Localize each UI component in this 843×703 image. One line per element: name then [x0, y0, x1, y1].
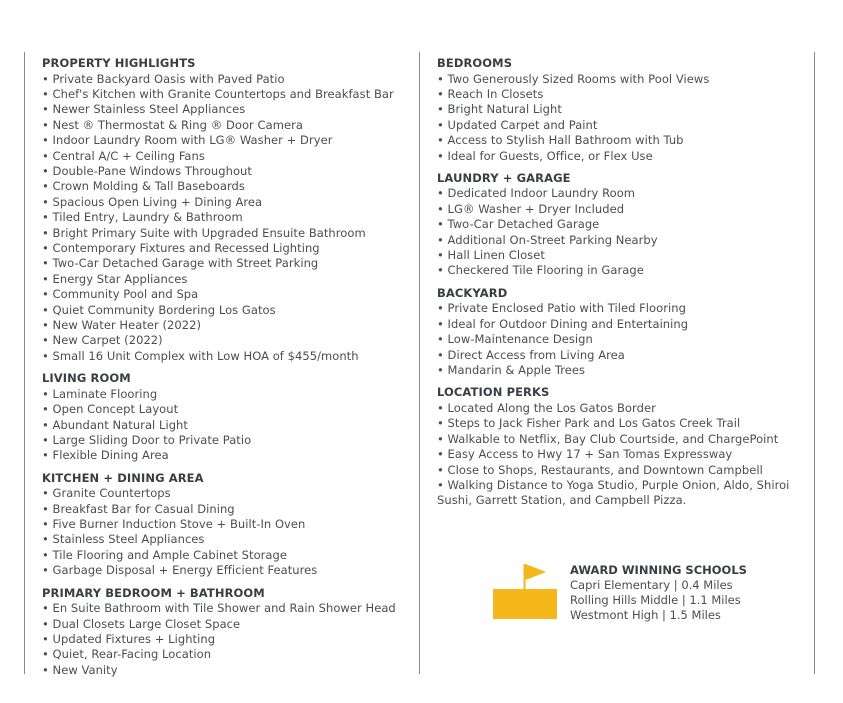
list-item: • Bright Primary Suite with Upgraded Ensuite Bathroom — [42, 225, 366, 240]
section-heading: PRIMARY BEDROOM + BATHROOM — [42, 585, 265, 600]
list-item: • Walking Distance to Yoga Studio, Purple Onion, Aldo, Shiroi Sushi, Garrett Station, and Campbell Pizza. — [437, 477, 790, 508]
section-location-perks — [437, 385, 797, 508]
list-item: • Two-Car Detached Garage — [437, 217, 600, 232]
list-item: • Checkered Tile Flooring in Garage — [437, 263, 644, 278]
list-item: • Large Sliding Door to Private Patio — [42, 432, 252, 447]
list-item: • Open Concept Layout — [42, 402, 179, 417]
list-item: • Dedicated Indoor Laundry Room — [437, 186, 636, 201]
list-item: • Indoor Laundry Room with LG® Washer + Dryer — [42, 133, 333, 148]
feature-list — [42, 72, 412, 365]
list-item: • Energy Star Appliances — [42, 271, 188, 286]
list-item: • LG® Washer + Dryer Included — [437, 201, 625, 216]
section-heading: BACKYARD — [437, 285, 508, 300]
center-divider — [419, 52, 420, 674]
list-item: • New Vanity — [42, 662, 118, 677]
list-item: • Two Generously Sized Rooms with Pool Views — [437, 71, 710, 86]
list-item: • Abundant Natural Light — [42, 417, 188, 432]
list-item: • Hall Linen Closet — [437, 248, 545, 263]
section-heading: BEDROOMS — [437, 56, 513, 70]
section-bedrooms — [437, 56, 797, 164]
list-item: • Newer Stainless Steel Appliances — [42, 102, 246, 117]
list-item: • Dual Closets Large Closet Space — [42, 616, 241, 631]
school-line: Capri Elementary | 0.4 Miles — [570, 578, 733, 592]
list-item: • Located Along the Los Gatos Border — [437, 400, 656, 415]
award-title: AWARD WINNING SCHOOLS — [570, 563, 747, 577]
list-item: • Central A/C + Ceiling Fans — [42, 148, 205, 163]
list-item: • Mandarin & Apple Trees — [437, 363, 586, 377]
school-line: Westmont High | 1.5 Miles — [570, 607, 721, 622]
list-item: • Private Enclosed Patio with Tiled Flooring — [437, 301, 686, 316]
right-divider — [814, 52, 815, 674]
feature-list — [42, 601, 412, 678]
list-item: • Ideal for Outdoor Dining and Entertaining — [437, 316, 689, 331]
feature-list — [42, 486, 412, 578]
list-item: • Easy Access to Hwy 17 + San Tomas Expressway — [437, 447, 733, 462]
list-item: • Five Burner Induction Stove + Built-In Oven — [42, 517, 306, 532]
list-item: • Crown Molding & Tall Baseboards — [42, 179, 245, 194]
section-primary-bedroom — [42, 586, 412, 679]
list-item: • Quiet, Rear-Facing Location — [42, 647, 212, 662]
section-heading: LIVING ROOM — [42, 371, 131, 386]
section-heading: KITCHEN + DINING AREA — [42, 470, 204, 485]
list-item: • Two-Car Detached Garage with Street Parking — [42, 256, 319, 271]
list-item: • Direct Access from Living Area — [437, 347, 625, 362]
feature-list — [437, 186, 797, 278]
list-item: • Access to Stylish Hall Bathroom with Tub — [437, 133, 684, 148]
left-divider — [24, 52, 25, 674]
list-item: • Double-Pane Windows Throughout — [42, 163, 252, 178]
section-laundry-garage — [437, 171, 797, 279]
section-backyard — [437, 286, 797, 379]
list-item: • Bright Natural Light — [437, 102, 562, 117]
section-kitchen-dining — [42, 471, 412, 579]
list-item: • Community Pool and Spa — [42, 287, 199, 302]
list-item: • Contemporary Fixtures and Recessed Lighting — [42, 240, 320, 255]
list-item: • Private Backyard Oasis with Paved Patio — [42, 71, 285, 86]
list-item: • Garbage Disposal + Energy Efficient Features — [42, 563, 318, 578]
flag-icon — [492, 562, 558, 620]
list-item: • Updated Carpet and Paint — [437, 117, 598, 132]
list-item: • New Carpet (2022) — [42, 333, 163, 348]
feature-list — [437, 401, 797, 509]
list-item: • Laminate Flooring — [42, 386, 158, 401]
list-item: • Additional On-Street Parking Nearby — [437, 232, 658, 247]
list-item: • En Suite Bathroom with Tile Shower and Rain Shower Head — [42, 601, 396, 616]
list-item: • Chef's Kitchen with Granite Countertops and Breakfast Bar — [42, 86, 394, 101]
feature-list — [437, 301, 797, 378]
right-column — [437, 56, 797, 516]
list-item: • Low-Maintenance Design — [437, 332, 593, 347]
section-living-room — [42, 371, 412, 464]
feature-list — [42, 387, 412, 464]
list-item: • Breakfast Bar for Casual Dining — [42, 501, 235, 516]
list-item: • Small 16 Unit Complex with Low HOA of $455/month — [42, 348, 359, 363]
section-heading: LAUNDRY + GARAGE — [437, 170, 571, 185]
list-item: • Granite Countertops — [42, 486, 171, 501]
list-item: • Stainless Steel Appliances — [42, 532, 205, 547]
feature-list — [437, 72, 797, 164]
section-property-highlights — [42, 56, 412, 364]
award-text — [570, 563, 770, 622]
school-line: Rolling Hills Middle | 1.1 Miles — [570, 592, 741, 607]
list-item: • Tile Flooring and Ample Cabinet Storage — [42, 547, 288, 562]
section-heading: LOCATION PERKS — [437, 385, 550, 400]
list-item: • Updated Fixtures + Lighting — [42, 632, 216, 646]
left-column — [42, 56, 412, 685]
list-item: • Close to Shops, Restaurants, and Downtown Campbell — [437, 462, 763, 477]
list-item: • Steps to Jack Fisher Park and Los Gatos Creek Trail — [437, 416, 741, 431]
list-item: • Ideal for Guests, Office, or Flex Use — [437, 148, 653, 163]
list-item: • New Water Heater (2022) — [42, 318, 202, 332]
section-heading: PROPERTY HIGHLIGHTS — [42, 56, 196, 70]
list-item: • Walkable to Netflix, Bay Club Courtside, and ChargePoint — [437, 431, 779, 446]
list-item: • Tiled Entry, Laundry & Bathroom — [42, 210, 243, 225]
list-item: • Reach In Closets — [437, 86, 544, 101]
list-item: • Flexible Dining Area — [42, 448, 169, 463]
list-item: • Quiet Community Bordering Los Gatos — [42, 302, 276, 317]
list-item: • Nest ® Thermostat & Ring ® Door Camera — [42, 117, 303, 132]
list-item: • Spacious Open Living + Dining Area — [42, 194, 263, 209]
